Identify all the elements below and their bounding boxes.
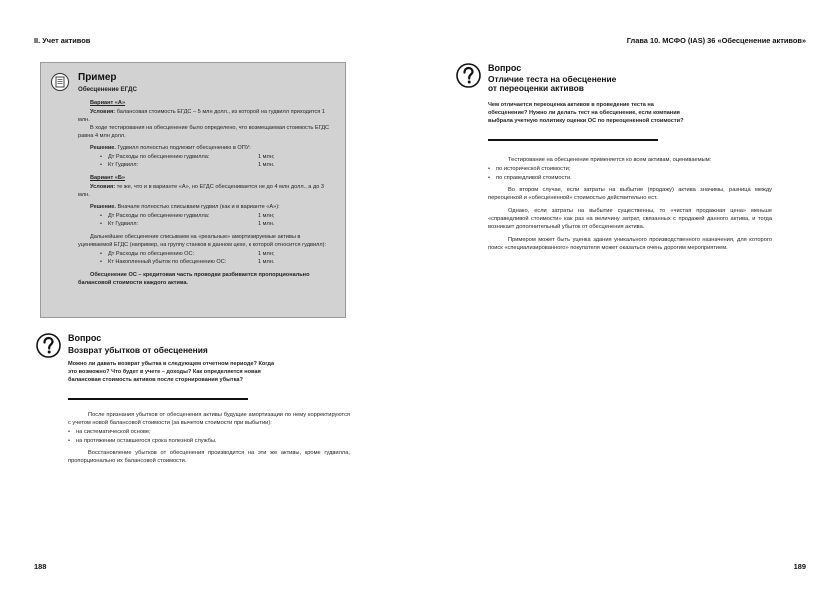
divider-rule xyxy=(488,139,658,141)
running-head-left: II. Учет активов xyxy=(34,36,91,45)
solution-text: Вначале полностью списываем гудвил (как и в варианте «А»): xyxy=(117,204,280,210)
variant-b-solution xyxy=(78,203,333,211)
question-mark-icon xyxy=(36,333,61,358)
journal-entry: • Кт Гудвилл: 1 млн. xyxy=(100,220,333,228)
variant-b-note: Обесценение ОС – кредитовая часть проводки разбивается пропорционально балансовой стоимости каждого актива. xyxy=(78,272,310,286)
variant-a-condition xyxy=(78,108,333,124)
condition-text: те же, что и в варианте «А», но ЕГДС обесценивается не до 4 млн долл., а до 3 млн. xyxy=(78,184,325,198)
right-body-text xyxy=(488,156,772,252)
question-label: Вопрос xyxy=(488,63,522,73)
variant-a-heading: Вариант «А» xyxy=(90,100,126,106)
solution-label: Решение. xyxy=(90,145,116,151)
variant-a-entries xyxy=(100,153,333,169)
left-body-text xyxy=(68,411,350,465)
variant-a-test: В ходе тестирования на обесценение было определено, что возмещаемая стоимость ЕГДС равна 4 млн долл. xyxy=(78,125,330,139)
example-subtitle: Обесценение ЕГДС xyxy=(78,86,137,93)
bullet-list xyxy=(488,165,772,182)
variant-b-condition xyxy=(78,183,333,199)
page-number-right: 189 xyxy=(793,562,806,571)
solution-text: Гудвилл полностью подлежит обесценению в ОПУ: xyxy=(117,145,251,151)
document-icon xyxy=(51,73,69,91)
list-item: • по справедливой стоимости. xyxy=(488,174,772,182)
page-number-left: 188 xyxy=(34,562,47,571)
question-block-right xyxy=(456,63,776,143)
example-title: Пример xyxy=(78,72,117,83)
paragraph: Однако, если затраты на выбытие существенны, то «чистая продажная цена» меньше «справедливой стоимости» как раз на величину затрат, связанных с продажей данного актива, и тогда возникает дополнительный убыток от обесценения актива. xyxy=(488,208,772,230)
example-box xyxy=(40,62,346,318)
paragraph: После признания убытков от обесценения активы будущие амортизации по нему корректируются с учетом новой балансовой стоимости (за вычетом стоимости при выбытии): xyxy=(68,412,350,426)
list-item: • на протяжении оставшегося срока полезной службы. xyxy=(68,437,350,445)
condition-label: Условия: xyxy=(90,109,116,115)
question-mark-icon xyxy=(456,63,481,88)
divider-rule xyxy=(68,398,248,400)
variant-b-entries-2 xyxy=(100,250,333,266)
question-title: Возврат убытков от обесценения xyxy=(68,345,208,355)
question-block-left xyxy=(36,333,356,403)
question-text: Чем отличается переоценка активов в проведение теста на обесценение? Нужно ли делать тест на обесценение, если компания выбрала учетную политику оценки ОС по переоцененной стоимости? xyxy=(488,102,684,124)
journal-entry: • Дт Расходы по обесценению гудвилла: 1 млн; xyxy=(100,212,333,220)
variant-b-entries-1 xyxy=(100,212,333,228)
running-head-right: Глава 10. МСФО (IAS) 36 «Обесценение активов» xyxy=(626,36,806,45)
paragraph: Восстановление убытков от обесценения производится на эти же активы, кроме гудвилла, пропорционально их балансовой стоимости. xyxy=(68,450,350,464)
journal-entry: • Кт Накопленный убыток по обесценению ОС: 1 млн. xyxy=(100,258,333,266)
condition-label: Условия: xyxy=(90,184,116,190)
variant-b-heading: Вариант «Б» xyxy=(90,175,126,181)
question-title-line-2: от переоценки активов xyxy=(488,83,584,93)
paragraph: Примером может быть уценка здания уникального производственного назначения, для которого поиск «специализированного» покупателя может оказаться очень дорогим мероприятием. xyxy=(488,237,772,251)
paragraph: Тестирование на обесценение применяется ко всем активам, оцениваемым: xyxy=(508,157,712,163)
condition-text: балансовая стоимость ЕГДС – 5 млн долл., из которой на гудвилл приходится 1 млн. xyxy=(78,109,326,123)
solution-label: Решение. xyxy=(90,204,116,210)
question-text: Можно ли давать возврат убытка в следующем отчетном периоде? Когда это возможно? Что будет в учете – доходы? Как определяется новая балансовая стоимость активов после сторнирования убытка? xyxy=(68,361,275,383)
paragraph: Во втором случае, если затраты на выбытие (продажу) актива значимы, разница между переоценкой и «обесцененной» стоимостью действительно ест. xyxy=(488,187,772,201)
variant-b-further: Дальнейшее обесценение списываем на «реальные» амортизируемые активы в уценяваемой ЕГДС (например, на группу станков в данном цехе, к которой относится гудвилл): xyxy=(78,234,327,248)
example-content xyxy=(78,86,333,287)
list-item: • по исторической стоимости; xyxy=(488,165,772,173)
journal-entry: • Дт Расходы по обесценению ОС: 1 млн; xyxy=(100,250,333,258)
list-item: • на систематической основе; xyxy=(68,428,350,436)
question-label: Вопрос xyxy=(68,333,102,343)
bullet-list xyxy=(68,428,350,445)
variant-a-solution xyxy=(78,144,333,152)
question-title: Отличие теста на обесценение xyxy=(488,74,617,84)
journal-entry: • Дт Расходы по обесценению гудвилла: 1 млн; xyxy=(100,153,333,161)
journal-entry: • Кт Гудвилл: 1 млн. xyxy=(100,161,333,169)
